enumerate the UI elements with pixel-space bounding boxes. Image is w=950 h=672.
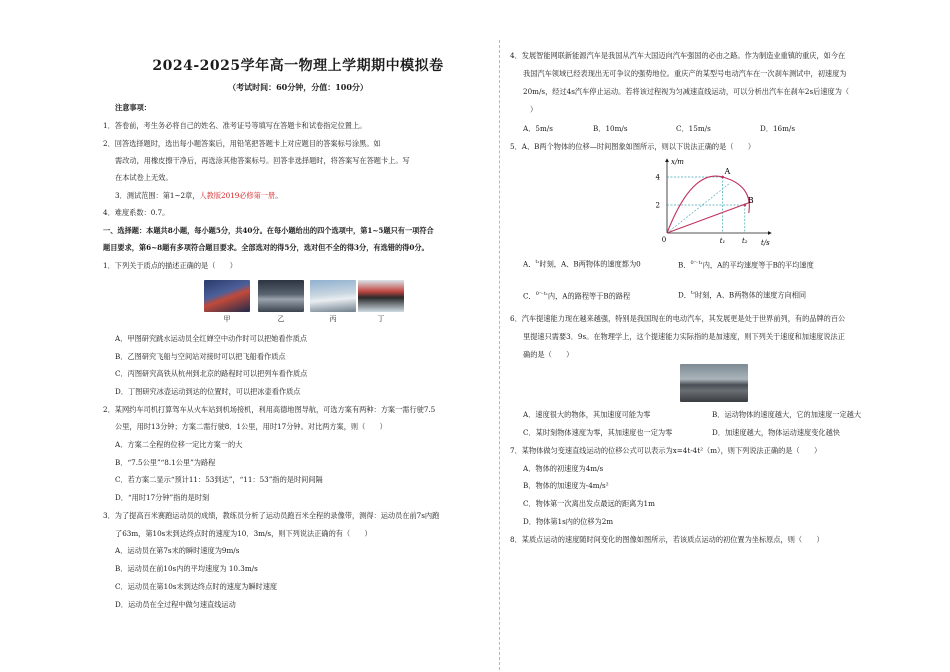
q6-line1: 6．汽车提速能力现在越来越强，特别是我国现在的电动汽车，其发展更是处于世界前列，有的品牌的百公 bbox=[510, 314, 846, 323]
x-axis-label: t/s bbox=[761, 239, 770, 247]
q2-line2: 公里，用时13分钟；方案二需行驶8．1公里，用时17分钟。对比两方案，则（ ） bbox=[115, 422, 387, 431]
q5-option-d: D．$^{t_2}$时刻，A、B两物体的速度方向相同 bbox=[678, 290, 807, 300]
q2-option-a: A．方案二全程的位移一定比方案一的大 bbox=[115, 440, 243, 449]
q6-line3: 确的是（ ） bbox=[523, 350, 574, 359]
origin-label: 0 bbox=[661, 236, 667, 244]
q6-option-a: A．速度很大的物体，其加速度可能为零 bbox=[523, 410, 651, 419]
y-tick-label-4: 4 bbox=[655, 173, 660, 182]
y-tick-label-2: 2 bbox=[655, 201, 660, 210]
point-intersection bbox=[743, 204, 746, 207]
photo-spacecraft bbox=[258, 280, 304, 312]
q7-option-c: C．物体第一次离出发点最远的距离为1m bbox=[523, 499, 655, 508]
q3-option-d: D．运动员在全过程中做匀速直线运动 bbox=[115, 600, 236, 609]
section1-line2: 题目要求，第6~8题有多项符合题目要求。全部选对的得5分，选对但不全的得3分，有选错的得0分。 bbox=[103, 243, 429, 252]
y-axis-label: x/m bbox=[671, 158, 684, 166]
q7-option-a: A．物体的初速度为4m/s bbox=[523, 464, 604, 473]
note-2c: 在本试卷上无效。 bbox=[115, 173, 173, 182]
note-2a: 2．回答选择题时，选出每小题答案后，用铅笔把答题卡上对应题目的答案标号涂黑。如 bbox=[103, 139, 381, 148]
q5-stem: 5．A、B两个物体的位移—时间图象如图所示，则以下说法正确的是（ ） bbox=[510, 142, 756, 151]
photo-diver bbox=[204, 280, 250, 312]
q4-option-a: A．5m/s bbox=[523, 124, 553, 133]
q2-option-d: D．“用时17分钟”指的是时刻 bbox=[115, 493, 210, 502]
xt-graph bbox=[645, 155, 775, 250]
q2-line1: 2．某网约车司机打算驾车从火车站到机场接机，利用高德地图导航，可选方案有两种：方案一需行驶7.5 bbox=[103, 405, 436, 414]
series-a-curve bbox=[667, 176, 749, 233]
q1-option-a: A．甲图研究跳水运动员全红婵空中动作时可以把她看作质点 bbox=[115, 334, 308, 343]
q6-line2: 里提速只需要3．9s。在物理学上，这个提速能力实际指的是加速度，则下列关于速度和加速度说法正 bbox=[523, 332, 845, 341]
exam-title: 2024-2025学年高一物理上学期期中模拟卷 bbox=[152, 58, 444, 74]
q8-stem: 8．某质点运动的速度随时间变化的图像如图所示，若该质点运动的初位置为坐标原点，则（ ） bbox=[510, 535, 824, 544]
q1-option-d: D．丁图研究冰壶运动到达的位置时，可以把冰壶看作质点 bbox=[115, 387, 301, 396]
q7-option-b: B．物体的加速度为-4m/s² bbox=[523, 481, 609, 490]
q2-option-b: B．“7.5公里”“8.1公里”为路程 bbox=[115, 458, 216, 467]
note-4: 4．难度系数：0.7。 bbox=[103, 208, 170, 217]
caption-jia: 甲 bbox=[223, 315, 231, 323]
x-tick-label-1: t₁ bbox=[719, 237, 726, 245]
note-3: 3．测试范围：第1~2章，人教版2019必修第一册。 bbox=[115, 191, 283, 200]
q3-option-a: A．运动员在第7s末的瞬时速度为9m/s bbox=[115, 546, 240, 555]
caption-bing: 丙 bbox=[329, 315, 337, 323]
q2-option-c: C．若方案二显示“预计11：53到达”，“11：53”指的是时间间隔 bbox=[115, 475, 323, 484]
q7-option-d: D．物体第1s内的位移为2m bbox=[523, 517, 614, 526]
point-a-peak bbox=[721, 176, 724, 179]
q4-line4: ） bbox=[530, 105, 538, 114]
note-2b: 需改动，用橡皮擦干净后，再选涂其他答案标号。回答非选择题时，将答案写在答题卡上。写 bbox=[115, 156, 410, 165]
q4-option-c: C．15m/s bbox=[676, 124, 711, 133]
q5-option-a: A．$^{t_1}$时刻，A、B两物体的速度都为0 bbox=[523, 259, 641, 269]
q5-option-c: C．$^{0\sim t_1}$内，A的路程等于B的路程 bbox=[523, 291, 631, 301]
exam-subtitle: （考试时间：60分钟，分值：100分） bbox=[228, 82, 368, 92]
q4-line3: 20m/s，经过4s汽车停止运动。若将该过程视为匀减速直线运动，可以分析出汽车在刹车2s后速度为（ bbox=[523, 87, 850, 96]
q5-option-b: B．$^{0\sim t_1}$内，A的平均速度等于B的平均速度 bbox=[678, 260, 814, 270]
q6-option-b: B．运动物体的速度越大，它的加速度一定越大 bbox=[712, 410, 862, 419]
q4-line2: 我国汽车领域已经表现出无可争议的强势地位。重庆产的某型号电动汽车在一次刹车测试中，初速度为 bbox=[523, 69, 847, 78]
notes-heading: 注意事项： bbox=[115, 103, 151, 112]
x-tick-label-2: t₂ bbox=[741, 237, 748, 245]
q6-option-d: D．加速度越大，物体运动速度变化越快 bbox=[712, 428, 840, 437]
photo-train bbox=[310, 280, 356, 312]
q4-line1: 4．发展智能网联新能源汽车是我国从汽车大国迈向汽车强国的必由之路。作为制造业重镇的重庆，如今在 bbox=[510, 51, 846, 60]
series-b-label: B bbox=[747, 196, 754, 205]
caption-yi: 乙 bbox=[277, 315, 285, 323]
note-1: 1．答卷前，考生务必将自己的姓名、准考证号等填写在答题卡和试卷指定位置上。 bbox=[103, 121, 367, 130]
q4-option-d: D．16m/s bbox=[760, 124, 796, 133]
q1-option-b: B．乙图研究飞船与空间站对接时可以把飞船看作质点 bbox=[115, 352, 286, 361]
photo-electric-car bbox=[680, 364, 748, 402]
series-a-label: A bbox=[724, 167, 731, 176]
caption-ding: 丁 bbox=[377, 315, 385, 323]
section1-line1: 一、选择题：本题共8小题，每小题5分，共40分。在每小题给出的四个选项中，第1~5题只有一项符合 bbox=[103, 226, 434, 235]
q1-option-c: C．丙图研究高铁从杭州到北京的路程时可以把列车看作质点 bbox=[115, 369, 308, 378]
q3-line1: 3．为了提高百米赛跑运动员的成绩，教练员分析了运动员跑百米全程的录像带，测得：运动员在前7s内跑 bbox=[103, 511, 440, 520]
photo-curling bbox=[358, 280, 404, 312]
column-divider bbox=[499, 40, 500, 670]
q1-stem: 1．下列关于质点的描述正确的是（ ） bbox=[103, 261, 237, 270]
q3-option-c: C．运动员在第10s末到达终点时的速度为瞬时速度 bbox=[115, 582, 278, 591]
q4-option-b: B．10m/s bbox=[593, 124, 628, 133]
q7-stem: 7．某物体做匀变速直线运动的位移公式可以表示为x=4t-4t²（m），则下列说法正确的是（ ） bbox=[510, 446, 822, 455]
q3-option-b: B．运动员在前10s内的平均速度为 10.3m/s bbox=[115, 564, 258, 573]
guide-tangent bbox=[667, 183, 731, 233]
q6-option-c: C．某时刻物体速度为零，其加速度也一定为零 bbox=[523, 428, 673, 437]
q3-line2: 了63m，第10s末到达终点时的速度为10．3m/s，则下列说法正确的有（ ） bbox=[115, 529, 372, 538]
